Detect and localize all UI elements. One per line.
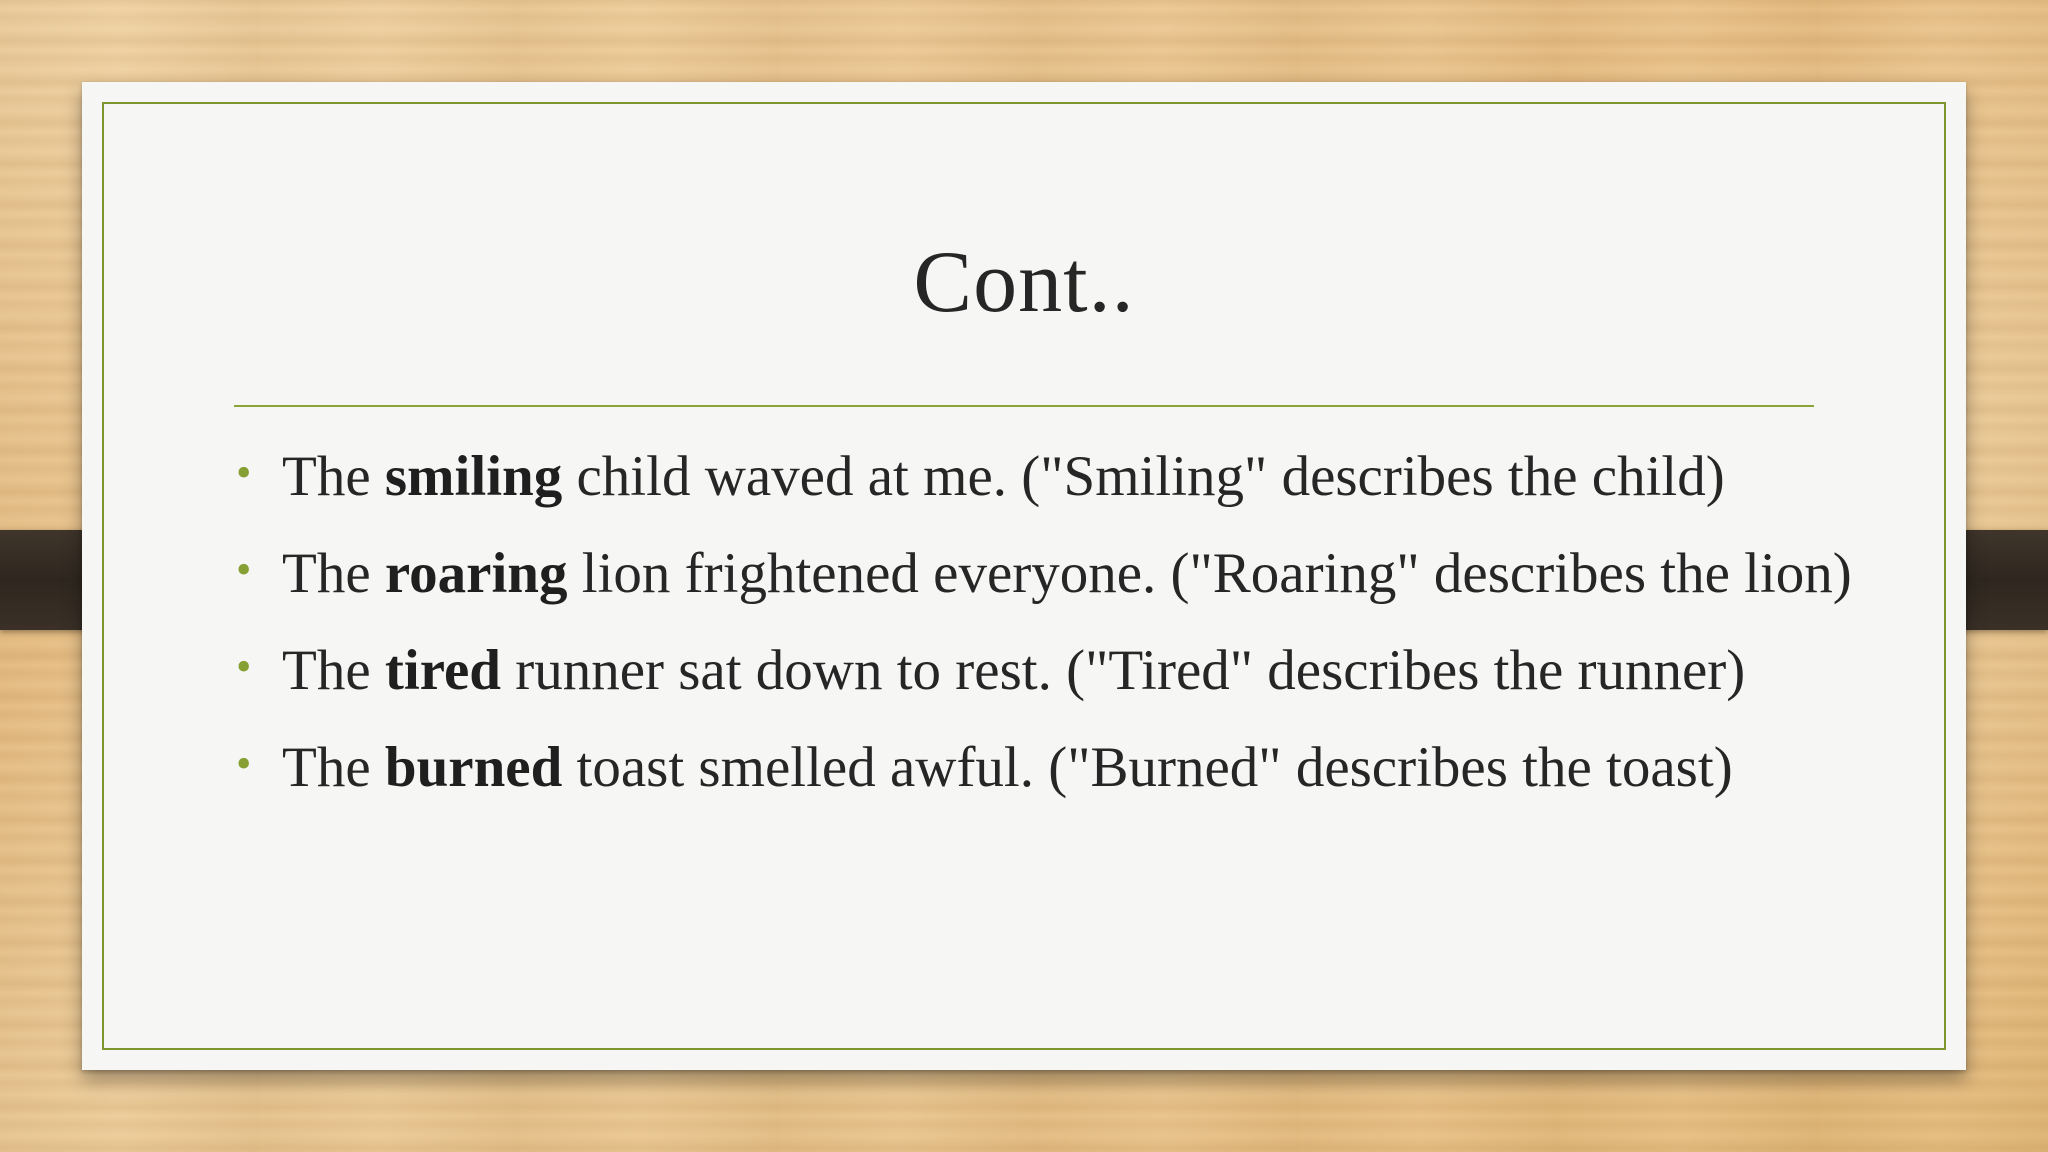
bullet-text-start: The	[282, 445, 385, 508]
bullet-text-rest: runner sat down to rest. ("Tired" describes the runner)	[500, 639, 1746, 702]
slide-title: Cont..	[913, 234, 1135, 331]
bullet-list	[234, 442, 1854, 830]
bullet-icon: •	[236, 642, 252, 691]
bullet-text-start: The	[282, 736, 385, 799]
bullet-text-rest: toast smelled awful. ("Burned" describes the toast)	[562, 736, 1733, 799]
slide-card	[82, 82, 1966, 1070]
bullet-item	[234, 539, 1854, 609]
bullet-item	[234, 636, 1854, 706]
bullet-text-rest: child waved at me. ("Smiling" describes the child)	[562, 445, 1725, 508]
bullet-icon: •	[236, 448, 252, 497]
bullet-item	[234, 733, 1854, 803]
bullet-icon: •	[236, 545, 252, 594]
bullet-keyword: burned	[384, 736, 563, 799]
bullet-text-start: The	[282, 542, 385, 605]
bullet-keyword: tired	[384, 639, 501, 702]
bullet-text-start: The	[282, 639, 385, 702]
bullet-keyword: smiling	[384, 445, 563, 508]
bullet-item	[234, 442, 1854, 512]
title-divider	[234, 405, 1814, 407]
bullet-icon: •	[236, 739, 252, 788]
bullet-keyword: roaring	[384, 542, 568, 605]
bullet-text-rest: lion frightened everyone. ("Roaring" describes the lion)	[567, 542, 1852, 605]
